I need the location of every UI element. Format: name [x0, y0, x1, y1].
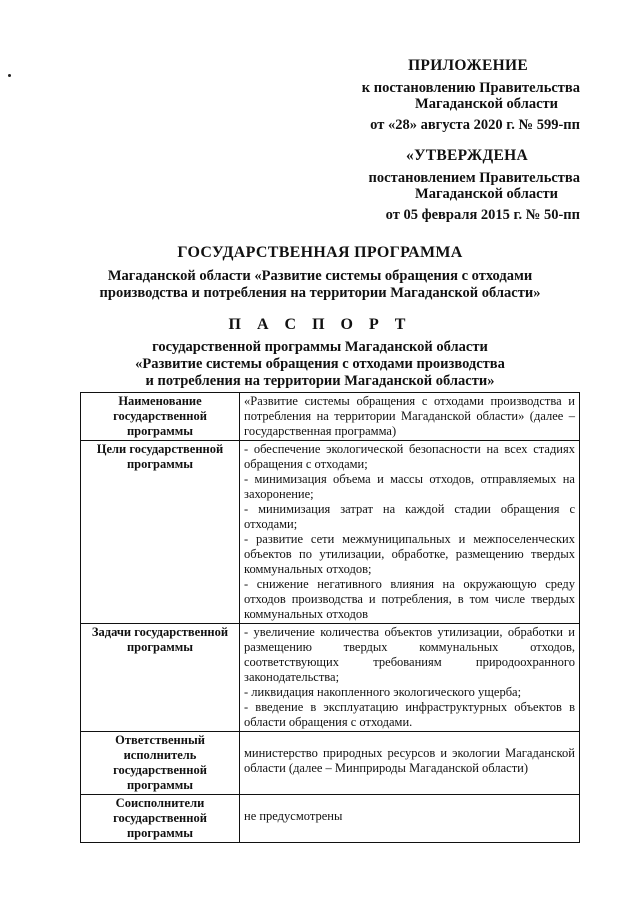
table-row	[81, 732, 580, 795]
program-title-block	[70, 244, 570, 302]
row-label-name: Наименование государственной программы	[81, 393, 240, 441]
appendix-title: ПРИЛОЖЕНИЕ	[408, 57, 528, 74]
program-line-2: производства и потребления на территории Магаданской области»	[99, 285, 541, 301]
appendix-block	[340, 58, 580, 133]
list-item: - развитие сети межмуниципальных и межпоселенческих объектов по утилизации, обработке, размещению твердых коммунальных отходов;	[244, 532, 575, 576]
list-item: - введение в эксплуатацию инфраструктурных объектов в области обращения с отходами.	[244, 700, 575, 729]
list-item: - обеспечение экологической безопасности на всех стадиях обращения с отходами;	[244, 442, 575, 471]
table-row	[81, 393, 580, 441]
passport-line-3: и потребления на территории Магаданской области»	[145, 373, 495, 389]
appendix-line-2: Магаданской области	[415, 96, 558, 112]
row-value-tasks	[240, 624, 580, 732]
row-label-executor: Ответственный исполнитель государственной программы	[81, 732, 240, 795]
row-value-executor	[240, 732, 580, 795]
passport-line-1: государственной программы Магаданской области	[152, 339, 488, 355]
list-item: не предусмотрены	[244, 809, 343, 823]
row-label-goals: Цели государственной программы	[81, 441, 240, 624]
list-item: - минимизация объема и массы отходов, отправляемых на захоронение;	[244, 472, 575, 501]
table-row	[81, 441, 580, 624]
appendix-line-1: к постановлению Правительства	[361, 80, 580, 96]
row-value-goals	[240, 441, 580, 624]
passport-line-2: «Развитие системы обращения с отходами производства	[135, 356, 505, 372]
row-label-tasks: Задачи государственной программы	[81, 624, 240, 732]
list-item: - ликвидация накопленного экологического ущерба;	[244, 685, 522, 699]
passport-table	[80, 392, 580, 843]
passport-heading: П А С П О Р Т	[228, 316, 412, 333]
approved-block	[340, 148, 580, 223]
approved-line-2: Магаданской области	[415, 186, 558, 202]
approved-line-1: постановлением Правительства	[368, 170, 580, 186]
row-value-name	[240, 393, 580, 441]
table-row	[81, 624, 580, 732]
list-item: - минимизация затрат на каждой стадии обращения с отходами;	[244, 502, 575, 531]
list-item: «Развитие системы обращения с отходами производства и потребления на территории Магаданской области» (далее – государственная программа)	[244, 394, 575, 438]
program-line-1: Магаданской области «Развитие системы обращения с отходами	[107, 268, 533, 284]
passport-title-block	[70, 316, 570, 390]
table-row	[81, 795, 580, 843]
row-label-coexecutors: Соисполнители государственной программы	[81, 795, 240, 843]
list-item: министерство природных ресурсов и экологии Магаданской области (далее – Минприроды Магаданской области)	[244, 746, 575, 775]
appendix-line-3: от «28» августа 2020 г. № 599-пп	[370, 117, 580, 133]
list-item: - снижение негативного влияния на окружающую среду отходов производства и потребления, в том числе твердых коммунальных отходов	[244, 577, 575, 621]
scan-speck	[8, 74, 11, 77]
approved-title: «УТВЕРЖДЕНА	[406, 147, 528, 164]
approved-line-3: от 05 февраля 2015 г. № 50-пп	[385, 207, 580, 223]
row-value-coexecutors	[240, 795, 580, 843]
list-item: - увеличение количества объектов утилизации, обработки и размещению твердых коммунальных отходов, соответствующих требованиям природоохранного законодательства;	[244, 625, 575, 684]
program-heading: ГОСУДАРСТВЕННАЯ ПРОГРАММА	[177, 244, 463, 261]
